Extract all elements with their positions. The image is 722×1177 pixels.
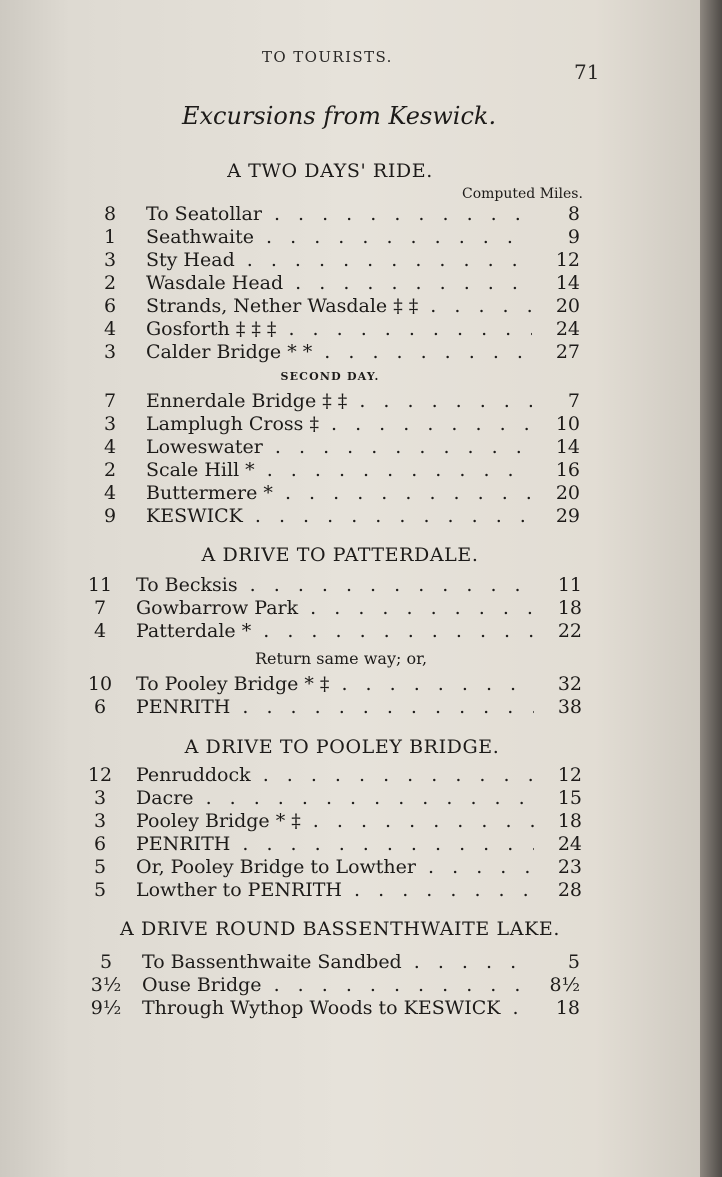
- table-row: [90, 413, 580, 437]
- table-row: [80, 810, 582, 834]
- row-cumulative: 38: [557, 696, 582, 718]
- row-distance: 3: [93, 810, 107, 832]
- row-distance: 4: [103, 318, 117, 340]
- row-cumulative: 24: [555, 318, 580, 340]
- row-distance: 8: [103, 203, 117, 225]
- row-distance: 9: [103, 505, 117, 527]
- running-head: TO TOURISTS.: [262, 48, 393, 66]
- row-place: Penruddock . . .: [136, 764, 534, 786]
- subheading: SECOND DAY.: [280, 370, 380, 383]
- table-row: [90, 295, 580, 319]
- row-distance: 6: [103, 295, 117, 317]
- table-row: [80, 696, 582, 720]
- row-place: KESWICK . . .: [146, 505, 532, 527]
- row-distance: 3: [103, 413, 117, 435]
- section-title: A DRIVE TO PATTERDALE.: [201, 544, 479, 566]
- row-distance: 6: [93, 833, 107, 855]
- row-cumulative: 16: [555, 459, 580, 481]
- row-distance: 3: [103, 341, 117, 363]
- table-row: [80, 673, 582, 697]
- row-place: Buttermere * . . .: [146, 482, 532, 504]
- row-place: Scale Hill * . . .: [146, 459, 532, 481]
- row-distance: 2: [103, 459, 117, 481]
- row-place: Calder Bridge * * . . .: [146, 341, 532, 363]
- row-place: To Seatollar . . .: [146, 203, 532, 225]
- table-row: [90, 272, 580, 296]
- row-place: Through Wythop Woods to KESWICK . . .: [142, 997, 532, 1019]
- row-place: Gosforth ‡ ‡ ‡ . . .: [146, 318, 532, 340]
- row-cumulative: 28: [557, 879, 582, 901]
- row-distance: 9½: [90, 997, 122, 1019]
- row-place: Ouse Bridge . . .: [142, 974, 532, 996]
- row-cumulative: 18: [557, 597, 582, 619]
- row-cumulative: 14: [555, 436, 580, 458]
- row-distance: 12: [87, 764, 113, 786]
- page-title: Excursions from Keswick.: [182, 102, 497, 130]
- row-place: Lowther to PENRITH . . .: [136, 879, 534, 901]
- table-row: [90, 341, 580, 365]
- row-cumulative: 22: [557, 620, 582, 642]
- row-cumulative: 15: [557, 787, 582, 809]
- row-place: Strands, Nether Wasdale ‡ ‡ . . .: [146, 295, 532, 317]
- row-cumulative: 8½: [549, 974, 580, 996]
- table-row: [86, 997, 580, 1021]
- row-cumulative: 23: [557, 856, 582, 878]
- table-row: [80, 764, 582, 788]
- row-cumulative: 24: [557, 833, 582, 855]
- row-cumulative: 10: [555, 413, 580, 435]
- column-heading: Computed Miles.: [462, 186, 583, 202]
- row-cumulative: 9: [567, 226, 580, 248]
- page-number: 71: [574, 60, 600, 84]
- table-row: [90, 318, 580, 342]
- row-distance: 3: [103, 249, 117, 271]
- row-place: Lamplugh Cross ‡ . . .: [146, 413, 532, 435]
- row-distance: 5: [99, 951, 113, 973]
- row-cumulative: 12: [555, 249, 580, 271]
- row-cumulative: 8: [567, 203, 580, 225]
- row-distance: 4: [103, 436, 117, 458]
- table-row: [90, 249, 580, 273]
- note-text: Return same way; or,: [254, 649, 428, 668]
- row-cumulative: 32: [557, 673, 582, 695]
- row-place: To Bassenthwaite Sandbed . . .: [142, 951, 532, 973]
- row-place: To Pooley Bridge * ‡ . . .: [136, 673, 534, 695]
- table-row: [80, 856, 582, 880]
- row-distance: 7: [103, 390, 117, 412]
- row-cumulative: 27: [555, 341, 580, 363]
- table-row: [90, 482, 580, 506]
- row-place: PENRITH . . .: [136, 833, 534, 855]
- row-distance: 11: [87, 574, 113, 596]
- book-edge: [700, 0, 722, 1177]
- row-cumulative: 29: [555, 505, 580, 527]
- table-row: [80, 574, 582, 598]
- row-cumulative: 20: [555, 482, 580, 504]
- table-row: [90, 203, 580, 227]
- table-row: [86, 974, 580, 998]
- table-row: [90, 436, 580, 460]
- table-row: [80, 833, 582, 857]
- table-row: [80, 597, 582, 621]
- row-distance: 4: [103, 482, 117, 504]
- row-place: Wasdale Head . . .: [146, 272, 532, 294]
- row-cumulative: 20: [555, 295, 580, 317]
- table-row: [90, 505, 580, 529]
- row-distance: 10: [87, 673, 113, 695]
- row-cumulative: 5: [567, 951, 580, 973]
- row-cumulative: 18: [555, 997, 580, 1019]
- table-row: [80, 879, 582, 903]
- row-cumulative: 11: [557, 574, 582, 596]
- table-row: [90, 390, 580, 414]
- row-place: Sty Head . . .: [146, 249, 532, 271]
- row-cumulative: 12: [557, 764, 582, 786]
- row-distance: 7: [93, 597, 107, 619]
- row-place: Gowbarrow Park . . .: [136, 597, 534, 619]
- table-row: [86, 951, 580, 975]
- row-place: To Becksis . . .: [136, 574, 534, 596]
- row-place: Patterdale * . . .: [136, 620, 534, 642]
- row-distance: 4: [93, 620, 107, 642]
- row-distance: 2: [103, 272, 117, 294]
- row-cumulative: 7: [567, 390, 580, 412]
- row-place: Ennerdale Bridge ‡ ‡ . . .: [146, 390, 532, 412]
- row-place: Or, Pooley Bridge to Lowther . . .: [136, 856, 534, 878]
- table-row: [90, 459, 580, 483]
- table-row: [80, 620, 582, 644]
- row-distance: 3½: [90, 974, 122, 996]
- row-cumulative: 18: [557, 810, 582, 832]
- row-place: Pooley Bridge * ‡ . . .: [136, 810, 534, 832]
- row-distance: 5: [93, 856, 107, 878]
- section-title: A DRIVE ROUND BASSENTHWAITE LAKE.: [120, 918, 560, 940]
- table-row: [90, 226, 580, 250]
- row-place: Seathwaite . . .: [146, 226, 532, 248]
- section-title: A TWO DAYS' RIDE.: [227, 160, 433, 182]
- row-cumulative: 14: [555, 272, 580, 294]
- row-place: PENRITH . . .: [136, 696, 534, 718]
- row-place: Dacre . . .: [136, 787, 534, 809]
- row-distance: 1: [103, 226, 117, 248]
- section-title: A DRIVE TO POOLEY BRIDGE.: [184, 736, 500, 758]
- row-place: Loweswater . . .: [146, 436, 532, 458]
- table-row: [80, 787, 582, 811]
- row-distance: 5: [93, 879, 107, 901]
- row-distance: 3: [93, 787, 107, 809]
- row-distance: 6: [93, 696, 107, 718]
